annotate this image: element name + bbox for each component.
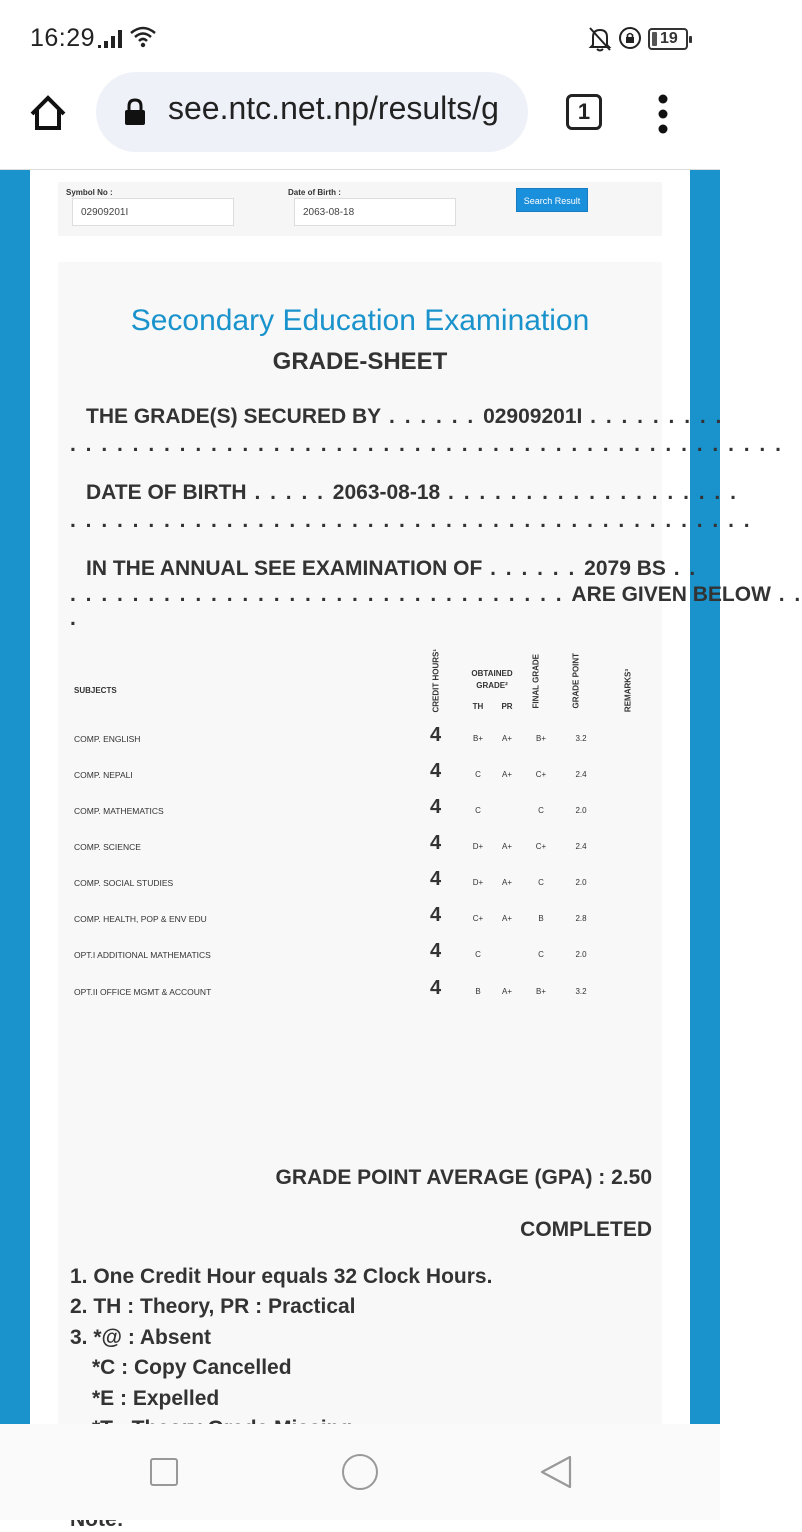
final-grade: C+ bbox=[535, 770, 547, 779]
grade-point: 2.0 bbox=[575, 806, 587, 815]
secured-by-symbol: 02909201I bbox=[483, 405, 583, 428]
credit-hours: 4 bbox=[430, 832, 442, 854]
table-row bbox=[58, 868, 662, 904]
header-remarks: REMARKS³ bbox=[623, 668, 633, 713]
final-grade: C bbox=[538, 878, 544, 887]
grade-point: 2.4 bbox=[575, 842, 587, 851]
search-result-button[interactable]: Search Result bbox=[516, 188, 588, 212]
final-grade: B bbox=[538, 914, 544, 923]
theory-grade: D+ bbox=[472, 878, 484, 887]
theory-grade: C+ bbox=[472, 914, 484, 923]
practical-grade: A+ bbox=[501, 878, 512, 887]
recents-icon[interactable] bbox=[150, 1458, 178, 1486]
dob-line-label: DATE OF BIRTH bbox=[86, 481, 247, 504]
header-pr: PR bbox=[501, 702, 513, 711]
page-background bbox=[0, 170, 802, 1424]
practical-grade: A+ bbox=[501, 842, 512, 851]
grade-point: 3.2 bbox=[575, 987, 587, 996]
credit-hours: 4 bbox=[430, 796, 442, 818]
theory-grade: B+ bbox=[472, 734, 483, 743]
exam-year: 2079 BS bbox=[584, 557, 666, 580]
exam-title: Secondary Education Examination bbox=[130, 304, 590, 337]
sheet-subtitle: GRADE-SHEET bbox=[272, 348, 448, 375]
grade-point: 2.8 bbox=[575, 914, 587, 923]
practical-grade: A+ bbox=[501, 770, 512, 779]
lock-icon bbox=[124, 98, 146, 126]
subject-name: OPT.II OFFICE MGMT & ACCOUNT bbox=[74, 987, 212, 997]
bell-muted-icon bbox=[588, 26, 612, 52]
table-row bbox=[58, 940, 662, 976]
subject-name: COMP. ENGLISH bbox=[74, 734, 141, 744]
dotted-line: . . . . . . . . . . . . . . . . . . . . . . . . . . . . . . . . . . . . . . . . . . . . bbox=[70, 509, 752, 532]
theory-grade: C bbox=[475, 806, 481, 815]
dob-input[interactable]: 2063-08-18 bbox=[294, 198, 456, 226]
dotted-line: . bbox=[70, 607, 78, 630]
page-content bbox=[30, 170, 802, 1424]
status-time: 16:29 bbox=[30, 24, 96, 52]
credit-hours: 4 bbox=[430, 724, 442, 746]
legend-item: 2. TH : Theory, PR : Practical bbox=[70, 1295, 356, 1318]
practical-grade: A+ bbox=[501, 914, 512, 923]
theory-grade: C bbox=[475, 950, 481, 959]
dob-label: Date of Birth : bbox=[288, 188, 341, 197]
final-grade: B+ bbox=[535, 734, 546, 743]
grade-point: 3.2 bbox=[575, 734, 587, 743]
header-final-grade: FINAL GRADE bbox=[531, 653, 541, 709]
subject-name: COMP. HEALTH, POP & ENV EDU bbox=[74, 914, 207, 924]
final-grade: B+ bbox=[535, 987, 546, 996]
table-row bbox=[58, 724, 662, 760]
home-nav-icon[interactable] bbox=[342, 1454, 378, 1490]
symbol-input[interactable]: 02909201I bbox=[72, 198, 234, 226]
grade-point: 2.4 bbox=[575, 770, 587, 779]
wifi-icon bbox=[130, 26, 156, 48]
header-grade-point: GRADE POINT bbox=[571, 652, 581, 709]
signal-icon bbox=[98, 30, 124, 48]
table-row bbox=[58, 796, 662, 832]
theory-grade: C bbox=[475, 770, 481, 779]
exam-line: IN THE ANNUAL SEE EXAMINATION OF . . . . . . 2079 BS . . bbox=[86, 557, 698, 580]
final-grade: C bbox=[538, 806, 544, 815]
final-grade: C bbox=[538, 950, 544, 959]
header-obtained-grade: OBTAINED GRADE² bbox=[471, 669, 513, 690]
battery-level: 19 bbox=[660, 30, 678, 47]
table-row bbox=[58, 977, 662, 1013]
grade-point: 2.0 bbox=[575, 878, 587, 887]
secured-by-label: THE GRADE(S) SECURED BY bbox=[86, 405, 382, 428]
grade-point: 2.0 bbox=[575, 950, 587, 959]
header-subjects: SUBJECTS bbox=[74, 686, 117, 695]
given-below-line: . . . . . . . . . . . . . . . . . . . . . . . . . . . . . . . . ARE GIVEN BELOW . . bbox=[70, 583, 802, 606]
subject-name: OPT.I ADDITIONAL MATHEMATICS bbox=[74, 950, 211, 960]
final-grade: C+ bbox=[535, 842, 547, 851]
back-icon[interactable] bbox=[538, 1454, 574, 1490]
grade-sheet bbox=[58, 262, 802, 1432]
overflow-menu-icon[interactable] bbox=[656, 94, 670, 134]
rotation-lock-icon bbox=[618, 26, 642, 50]
credit-hours: 4 bbox=[430, 904, 442, 926]
tab-switcher-button[interactable]: 1 bbox=[566, 94, 602, 130]
dotted-line: . . . . . . . . . . . . . . . . . . . . . . . . . . . . . . . . . . . . . . . . . . . . . . bbox=[70, 433, 783, 456]
gpa-summary: GRADE POINT AVERAGE (GPA) : 2.50 bbox=[275, 1166, 652, 1189]
subject-name: COMP. MATHEMATICS bbox=[74, 806, 164, 816]
credit-hours: 4 bbox=[430, 977, 442, 999]
practical-grade: A+ bbox=[501, 734, 512, 743]
legend-item: *C : Copy Cancelled bbox=[92, 1356, 292, 1379]
result-status: COMPLETED bbox=[520, 1218, 652, 1241]
url-text[interactable]: see.ntc.net.np/results/g bbox=[168, 90, 499, 126]
practical-grade: A+ bbox=[501, 987, 512, 996]
exam-line-label: IN THE ANNUAL SEE EXAMINATION OF bbox=[86, 557, 483, 580]
subject-name: COMP. SCIENCE bbox=[74, 842, 141, 852]
dob-line: DATE OF BIRTH . . . . . 2063-08-18 . . . . . . . . . . . . . . . . . . . bbox=[86, 481, 738, 504]
given-below-text: ARE GIVEN BELOW bbox=[571, 583, 771, 606]
header-th: TH bbox=[472, 702, 484, 711]
header-credit-hours: CREDIT HOURS¹ bbox=[431, 648, 441, 713]
address-bar[interactable] bbox=[96, 72, 528, 152]
subject-name: COMP. NEPALI bbox=[74, 770, 133, 780]
legend-item: 3. *@ : Absent bbox=[70, 1326, 212, 1349]
credit-hours: 4 bbox=[430, 760, 442, 782]
legend-item: 1. One Credit Hour equals 32 Clock Hours. bbox=[70, 1265, 493, 1288]
search-form bbox=[58, 182, 662, 236]
table-row bbox=[58, 760, 662, 796]
home-icon[interactable] bbox=[28, 94, 68, 132]
subject-name: COMP. SOCIAL STUDIES bbox=[74, 878, 174, 888]
battery-icon bbox=[648, 28, 688, 50]
table-row bbox=[58, 904, 662, 940]
system-nav-bar bbox=[0, 1424, 720, 1520]
status-bar bbox=[0, 0, 720, 78]
legend-item: *E : Expelled bbox=[92, 1387, 220, 1410]
browser-toolbar bbox=[0, 78, 720, 170]
credit-hours: 4 bbox=[430, 940, 442, 962]
theory-grade: B bbox=[475, 987, 481, 996]
table-row bbox=[58, 832, 662, 868]
secured-by-line: THE GRADE(S) SECURED BY . . . . . . 02909201I . . . . . . . . . bbox=[86, 405, 724, 428]
theory-grade: D+ bbox=[472, 842, 484, 851]
dob-line-value: 2063-08-18 bbox=[332, 481, 441, 504]
symbol-label: Symbol No : bbox=[66, 188, 113, 197]
credit-hours: 4 bbox=[430, 868, 442, 890]
